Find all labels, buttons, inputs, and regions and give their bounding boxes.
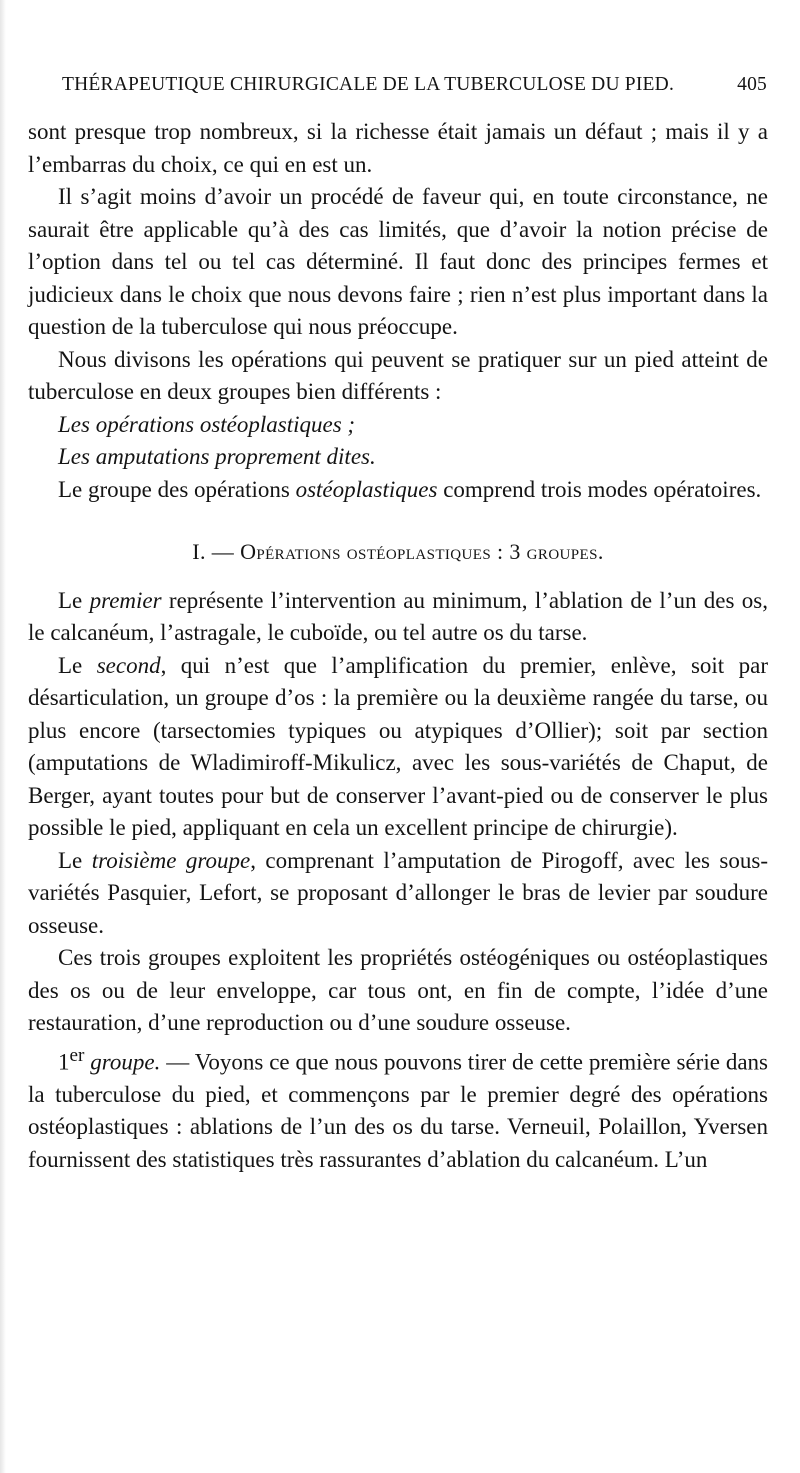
page-number: 405 [737,74,767,95]
text-run: , qui n’est que l’amplification du premier, enlève, soit par désarticulation, un groupe d’os : la première ou la deuxième rangée du tarse, ou plus encore (tarsectomies typiques ou atypiques d’Ollier); soit par section (amputations de Wladimiroff-Mikulicz, avec les sous-variétés de Chaput, de Berger, ayant toutes pour but de conserver l’avant-pied ou de conserver le plus possible le pied, appliquant en cela un excellent principe de chirurgie). [28,652,768,840]
paragraph-three-modes [28,474,768,507]
emphasis: ostéoplastiques [295,476,438,502]
page-edge-shadow [0,0,6,1473]
text-run: Le [58,587,90,613]
section-number: I. — [192,539,241,564]
ordinal-number: 1 [58,1049,70,1075]
emphasis: troisième groupe [91,847,251,873]
running-title: THÉRAPEUTIQUE CHIRURGICALE DE LA TUBERCULOSE DU PIED. [62,74,675,95]
paragraph-osteogenic-properties: Ces trois groupes exploitent les propriétés ostéogéniques ou ostéoplastiques des os ou de leur enveloppe, car tous ont, en fin de compte, l’idée d’une restauration, d’une reproduction ou d’une soudure osseuse. [28,945,768,1035]
section-title: Opérations ostéoplastiques : 3 groupes. [240,539,604,564]
text-run: Le [58,847,92,873]
body-text [28,116,768,1176]
list-item-osteoplastic: Les opérations ostéoplastiques ; [58,411,356,437]
text-run: Le groupe des opérations [58,476,296,502]
emphasis: premier [89,587,162,613]
section-heading [28,536,768,569]
paragraph-two-groups: Nous divisons les opérations qui peuvent se pratiquer sur un pied atteint de tuberculose en deux groupes bien différents : [28,346,768,404]
text-run: représente l’intervention au minimum, l’ablation de l’un des os, le calcanéum, l’astragale, le cuboïde, ou tel autre os du tarse. [28,587,769,645]
text-run: comprend trois modes opératoires. [437,476,762,502]
ordinal-suffix: er [69,1044,85,1066]
emphasis: second [96,652,161,678]
paragraph-third-group [28,845,768,943]
paragraph-first-group [28,585,768,650]
text-run: — Voyons ce que nous pouvons tirer de cette première série dans la tuberculose du pied, et commençons par le premier degré des opérations ostéoplastiques : ablations de l’un des os du tarse. Verneuil, Polaillon, Yversen fournissent des statistiques très rassurantes d’ablation du calcanéum. L’un [28,1049,768,1172]
paragraph-group-one-detail [28,1040,768,1177]
paragraph-second-group [28,650,768,845]
text-run: Le [58,652,97,678]
paragraph-procedure-choice: Il s’agit moins d’avoir un procédé de faveur qui, en toute circonstance, ne saurait être applicable qu’à des cas limités, que d’avoir la notion précise de l’option dans tel ou tel cas déterminé. Il faut donc des principes fermes et judicieux dans le choix que nous devons faire ; rien n’est plus important dans la question de la tuberculose qui nous préoccupe. [28,184,768,339]
emphasis: groupe. [84,1049,161,1075]
paragraph-continuation: sont presque trop nombreux, si la richesse était jamais un défaut ; mais il y a l’embarras du choix, ce qui en est un. [28,119,768,177]
running-header [62,74,767,108]
list-item-amputations: Les amputations proprement dites. [58,444,376,469]
text-run: , comprenant l’amputation de Pirogoff, avec les sous-variétés Pasquier, Lefort, se proposant d’allonger le bras de levier par soudure osseuse. [28,847,768,938]
